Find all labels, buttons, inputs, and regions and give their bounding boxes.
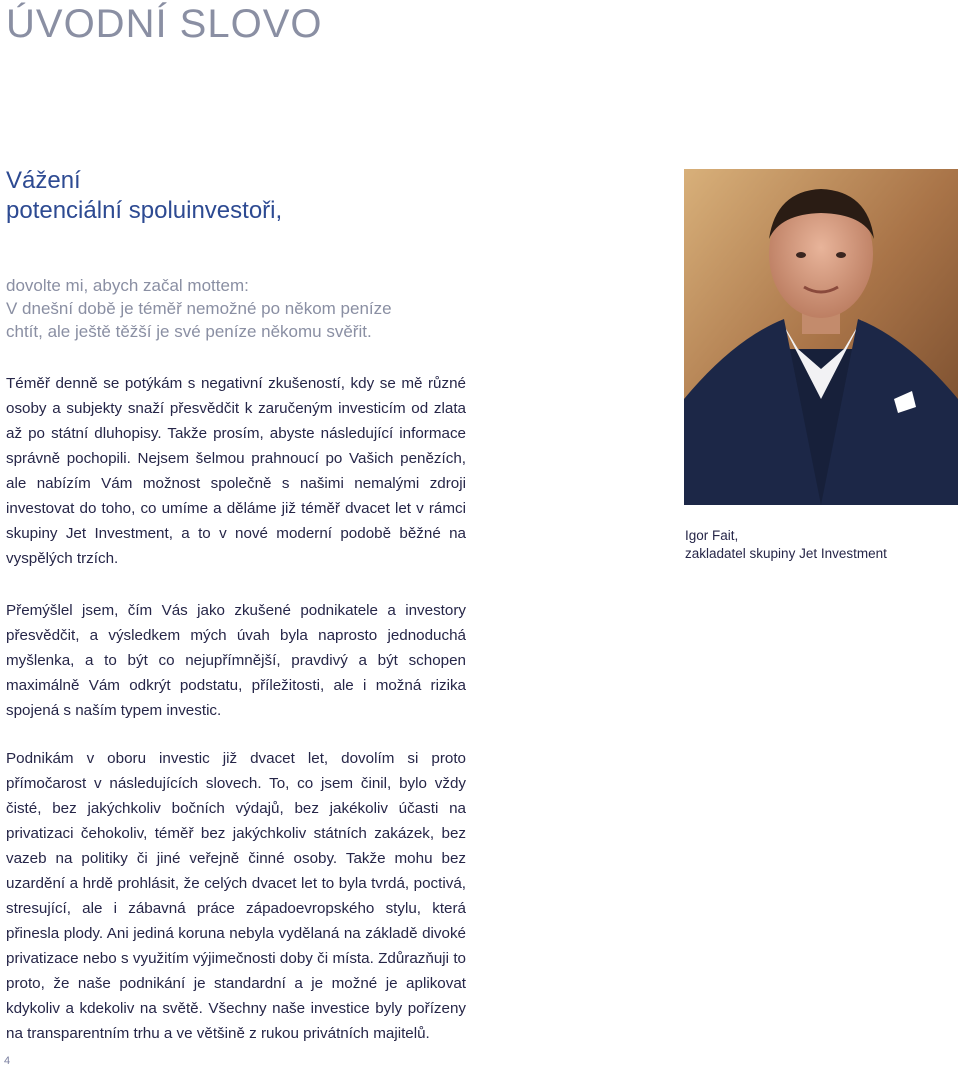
photo-caption	[685, 527, 887, 563]
caption-name: Igor Fait,	[685, 528, 739, 543]
motto-line-1: dovolte mi, abych začal mottem:	[6, 276, 249, 295]
body-paragraph-3: Podnikám v oboru investic již dvacet let, dovolím si proto přímočarost v následujících slovech. To, co jsem činil, bylo vždy čisté, bez jakýchkoliv bočních výdajů, bez jakékoliv účasti na privatizaci čehokoliv, téměř bez jakýchkoliv státních zakázek, bez vazeb na politiky či jiné veřejně činné osoby. Takže mohu bez uzardění a hrdě prohlásit, že celých dvacet let to byla tvrdá, poctivá, stresující, ale i zábavná práce západoevropského stylu, která přinesla plody. Ani jediná koruna nebyla vydělaná na základě divoké privatizace nebo s využitím výjimečnosti doby či místa. Zdůrazňuji to proto, že naše podnikání je standardní a je možné je aplikovat kdykoliv a kdekoliv na světě. Všechny naše investice byly pořízeny na transparentním trhu a ve většině z rukou privátních majitelů.	[6, 750, 466, 1042]
greeting-line-2: potenciální spoluinvestoři,	[6, 197, 283, 224]
founder-portrait	[684, 169, 958, 505]
greeting	[6, 166, 282, 226]
body-paragraph-2: Přemýšlel jsem, čím Vás jako zkušené podnikatele a investory přesvědčit, a výsledkem mých úvah byla naprosto jednoduchá myšlenka, a to být co nejupřímnější, pravdivý a být schopen maximálně Vám odkrýt podstatu, příležitosti, ale i možná rizika spojená s naším typem investic.	[6, 602, 466, 719]
body-paragraph-1: Téměř denně se potýkám s negativní zkušeností, kdy se mě různé osoby a subjekty snaží přesvědčit k zaručeným investicím od zlata až po státní dluhopisy. Takže prosím, abyste následující informace správně pochopili. Nejsem šelmou prahnoucí po Vašich penězích, ale nabízím Vám možnost společně s našimi nemalými zdroji investovat do toho, co umíme a děláme již téměř dvacet let v rámci skupiny Jet Investment, a to v nové moderní podobě běžné na vyspělých trzích.	[6, 375, 466, 567]
page-number: 4	[4, 1055, 11, 1067]
portrait-illustration	[684, 169, 958, 505]
motto-line-3: chtít, ale ještě těžší je své peníze někomu svěřit.	[6, 322, 372, 341]
caption-role: zakladatel skupiny Jet Investment	[685, 546, 887, 561]
page-title: ÚVODNÍ SLOVO	[6, 2, 323, 46]
motto	[6, 274, 446, 343]
greeting-line-1: Vážení	[6, 167, 81, 194]
motto-line-2: V dnešní době je téměř nemožné po někom peníze	[6, 299, 392, 318]
